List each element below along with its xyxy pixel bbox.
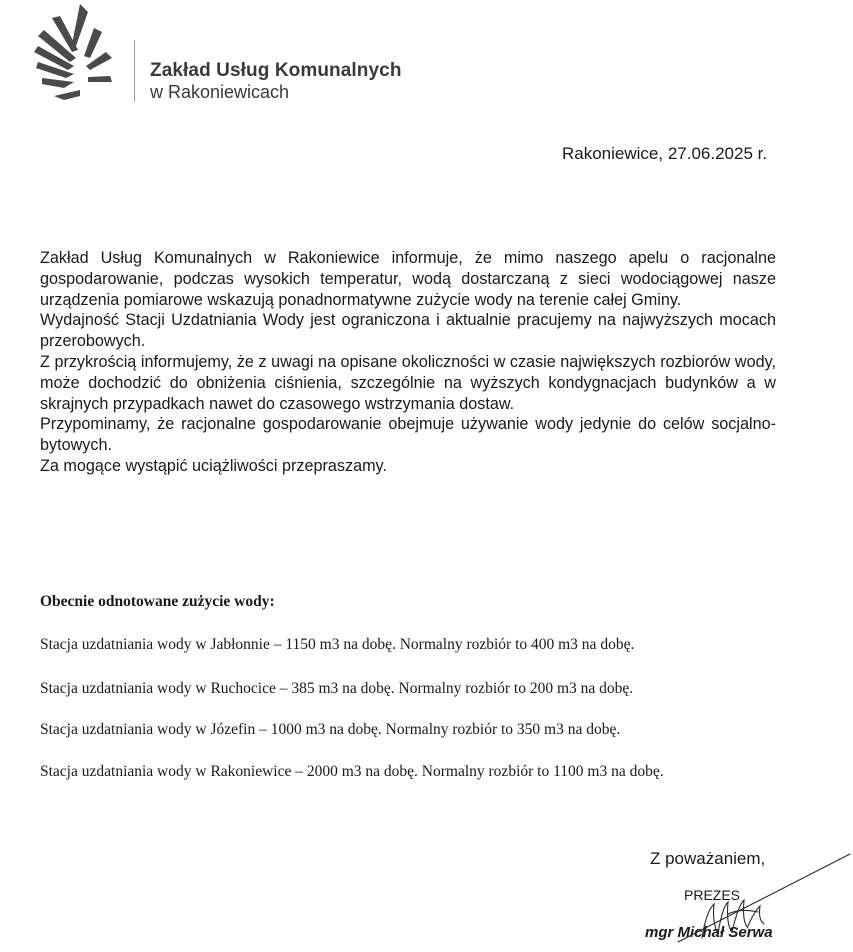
logo-divider (134, 40, 135, 102)
body-paragraph: Z przykrością informujemy, że z uwagi na opisane okoliczności w czasie największych rozbiorów wody, może dochodzić do obniżenia ciśnienia, szczególnie na wyższych kondygnacjach budynków a w skrajnych przypadkach nawet do czasowego wstrzymania dostaw. (40, 352, 776, 413)
body-paragraph: Wydajność Stacji Uzdatniania Wody jest ograniczona i aktualnie pracujemy na najwyższych mocach przerobowych. (40, 311, 776, 351)
station-usage-line: Stacja uzdatniania wody w Ruchocice – 385 m3 na dobę. Normalny rozbiór to 200 m3 na dobę. (40, 680, 634, 697)
company-logo (24, 2, 136, 106)
company-city: w Rakoniewicach (150, 82, 290, 102)
usage-heading: Obecnie odnotowane zużycie wody: (40, 593, 275, 610)
body-paragraph: Zakład Usług Komunalnych w Rakoniewice informuje, że mimo naszego apelu o racjonalne gospodarowanie, podczas wysokich temperatur, wodą dostarczaną z sieci wodociągowej nasze urządzenia pomiarowe wskazują ponadnormatywne zużycie wody na terenie całej Gminy. (40, 249, 776, 309)
station-usage-line: Stacja uzdatniania wody w Jabłonnie – 1150 m3 na dobę. Normalny rozbiór to 400 m3 na dobę. (40, 636, 635, 653)
station-usage-line: Stacja uzdatniania wody w Józefin – 1000 m3 na dobę. Normalny rozbiór to 350 m3 na dobę. (40, 721, 621, 738)
company-name: Zakład Usług Komunalnych (150, 60, 402, 81)
logo-petal-1 (72, 4, 88, 46)
station-usage-line: Stacja uzdatniania wody w Rakoniewice – 2000 m3 na dobę. Normalny rozbiór to 1100 m3 na dobę. (40, 763, 664, 780)
closing-greeting: Z poważaniem, (650, 849, 766, 868)
signer-name: mgr Michał Serwa (645, 924, 773, 941)
body-paragraph: Za mogące wystąpić uciążliwości przepraszamy. (40, 456, 387, 475)
signer-title: PREZES (684, 887, 741, 903)
letter-body (40, 248, 776, 477)
logo-wing-1 (84, 28, 102, 58)
handwritten-signature (668, 842, 853, 952)
letter-date: Rakoniewice, 27.06.2025 r. (562, 144, 768, 163)
logo-petal-7 (54, 90, 80, 100)
body-paragraph: Przypominamy, że racjonalne gospodarowanie obejmuje używanie wody jedynie do celów socjalno-bytowych. (40, 415, 776, 455)
logo-wing-3 (88, 76, 112, 82)
logo-petal-6 (42, 78, 74, 88)
